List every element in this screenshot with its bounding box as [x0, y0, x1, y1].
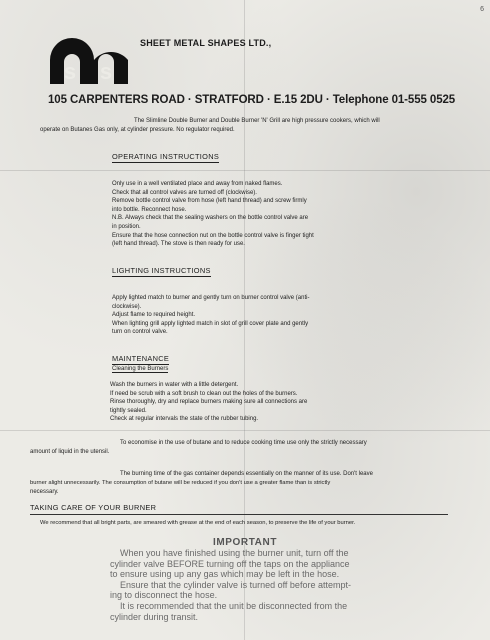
instruction-line: Ensure that the hose connection nut on the bottle control valve is finger tight [112, 232, 314, 239]
maintenance-instructions [110, 381, 455, 424]
maintenance-heading: MAINTENANCE [112, 354, 170, 363]
operating-heading: OPERATING INSTRUCTIONS [112, 152, 220, 161]
fold-crease [0, 170, 490, 171]
fold-crease [0, 430, 490, 431]
economy-line: amount of liquid in the utensil. [30, 449, 110, 455]
instruction-line: Rinse thoroughly, dry and replace burners making sure all connections are [110, 399, 308, 406]
instruction-line: tightly sealed. [110, 407, 147, 414]
important-title: IMPORTANT [212, 537, 278, 548]
instruction-line: turn on control valve. [112, 329, 168, 336]
company-name: SHEET METAL SHAPES LTD., [140, 38, 272, 48]
lighting-heading: LIGHTING INSTRUCTIONS [112, 266, 211, 275]
important-line: Ensure that the cylinder valve is turned off before attempt- [120, 579, 351, 590]
important-line: to ensure using up any gas which may be left in the hose. [110, 569, 340, 580]
economy-line: necessary. [30, 489, 59, 495]
svg-text:s: s [63, 59, 77, 84]
economy-line: burner alight unnecessarily. The consumption of butane will be reduced if you don't use a greater flame than is strictly [30, 480, 331, 486]
instruction-line: Check at regular intervals the state of the rubber tubing. [110, 416, 259, 423]
intro-line: The Slimline Double Burner and Double Burner 'N' Grill are high pressure cookers, which will [134, 118, 380, 124]
economy-line: To economise in the use of butane and to reduce cooking time use only the strictly necessary [120, 440, 367, 446]
lighting-instructions [112, 294, 452, 337]
instruction-line: Remove bottle control valve from hose (left hand thread) and screw firmly [112, 198, 307, 205]
instruction-line: Check that all control valves are turned off (clockwise). [112, 189, 257, 196]
important-line: When you have finished using the burner unit, turn off the [120, 548, 349, 558]
svg-text:s: s [99, 59, 113, 84]
care-heading: TAKING CARE OF YOUR BURNER [30, 503, 157, 512]
intro-line: operate on Butanes Gas only, at cylinder pressure. No regulator required. [40, 127, 235, 133]
instruction-line: in position. [112, 223, 141, 230]
instruction-line: Adjust flame to required height. [112, 312, 196, 319]
important-line: It is recommended that the unit be disconnected from the [120, 600, 348, 611]
instruction-line: When lighting grill apply lighted match in slot of grill cover plate and gently [112, 320, 309, 327]
instruction-line: Wash the burners in water with a little detergent. [110, 382, 239, 388]
important-notice [110, 548, 410, 622]
important-line: ing to disconnect the hose. [110, 590, 218, 601]
important-line: cylinder during transit. [110, 611, 199, 622]
instruction-line: N.B. Always check that the sealing washers on the bottle control valve are [112, 215, 309, 222]
instruction-line: clockwise). [112, 303, 142, 310]
company-address: 105 CARPENTERS ROAD · STRATFORD · E.15 2DU · Telephone 01-555 0525 [48, 94, 456, 106]
instruction-line: If need be scrub with a soft brush to clean out the holes of the burners. [110, 390, 298, 397]
instruction-line: Only use in a well ventilated place and away from naked flames. [112, 181, 283, 187]
maintenance-subheading: Cleaning the Burners [112, 366, 169, 372]
economy-line: The burning time of the gas container depends essentially on the manner of its use. Don't leave [120, 471, 373, 477]
instruction-line: (left hand thread). The stove is then ready for use. [112, 241, 245, 248]
corner-mark: 6 [480, 6, 484, 13]
care-text: We recommend that all bright parts, are smeared with grease at the end of each season, to preserve the life of your burner. [40, 520, 356, 526]
care-rule [30, 514, 448, 515]
operating-instructions [112, 180, 452, 249]
instruction-line: Apply lighted match to burner and gently turn on burner control valve (anti- [112, 295, 310, 301]
instruction-line: into bottle. Reconnect hose. [112, 206, 187, 213]
company-logo [46, 34, 132, 86]
important-line: cylinder valve BEFORE turning off the taps on the appliance [110, 558, 350, 569]
